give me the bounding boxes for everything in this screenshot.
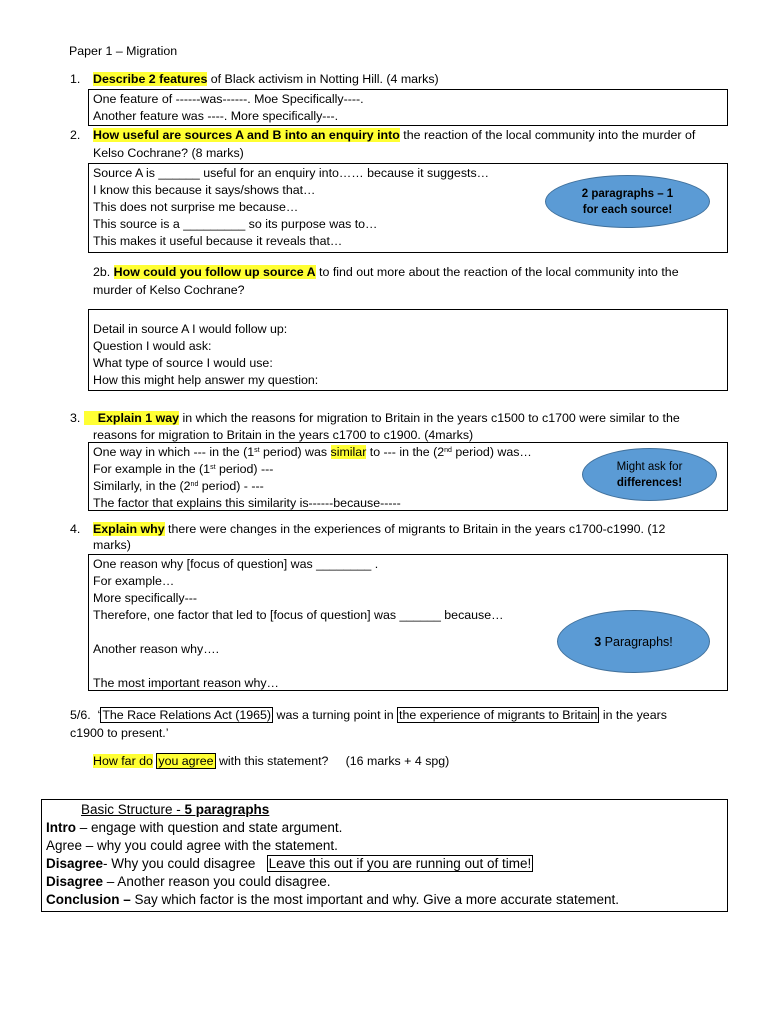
q4-line: For example… [93, 574, 175, 588]
q2b-line: What type of source I would use: [93, 356, 273, 370]
q2b-number: 2b. [93, 265, 114, 279]
q5-highlight-boxed: you agree [158, 754, 214, 768]
q3-sup: st [210, 464, 216, 471]
q1-line: Another feature was ----. More specifically---. [93, 109, 339, 123]
q4-line: Therefore, one factor that led to [focus of question] was ______ because… [93, 608, 504, 622]
q2b-prompt [93, 264, 679, 281]
structure-label: Disagree [46, 874, 104, 889]
q4-command: Explain why [93, 522, 165, 536]
q4-line: One reason why [focus of question] was ________ . [93, 557, 379, 571]
q5-question [93, 753, 449, 770]
q1-prompt-text: of Black activism in Notting Hill. (4 marks) [207, 72, 439, 86]
structure-text: – engage with question and state argument. [76, 820, 343, 835]
q2b-prompt-line2: murder of Kelso Cochrane? [93, 283, 245, 297]
q5-boxed-phrase: the experience of migrants to Britain [399, 708, 598, 722]
structure-text: Say which factor is the most important and why. Give a more accurate statement. [130, 892, 619, 907]
q2b-command: How could you follow up source A [113, 265, 316, 279]
q3-tip-line: differences! [616, 476, 683, 489]
q5-number: 5/6. ‘ [70, 708, 101, 722]
q2-prompt-line2: Kelso Cochrane? (8 marks) [93, 146, 244, 160]
q4-number: 4. [70, 522, 81, 536]
q2b-answer-box [88, 309, 728, 391]
q5-text: in the years [599, 708, 667, 722]
structure-heading-bold: 5 paragraphs [184, 802, 270, 817]
structure-text: – Another reason you could disagree. [103, 874, 331, 889]
q2b-line: Detail in source A I would follow up: [93, 322, 288, 336]
q3-text: period) was [259, 445, 331, 459]
q1-answer-box [88, 89, 728, 126]
q1-command: Describe 2 features [93, 72, 208, 86]
q2-tip-line: for each source! [582, 203, 673, 216]
q4-tip-text: Paragraphs! [601, 634, 673, 649]
q5-boxed-phrase: The Race Relations Act (1965) [102, 708, 272, 722]
structure-disagree-1 [46, 855, 723, 873]
q4-tip-number: 3 [594, 634, 602, 649]
q2b-line: How this might help answer my question: [93, 373, 319, 387]
q3-text: One way in which --- in the (1 [93, 445, 255, 459]
q2-prompt-text: the reaction of the local community into the murder of [399, 128, 696, 142]
q3-text: For example in the (1 [93, 462, 211, 476]
q5-prompt-line2: c1900 to present.’ [70, 726, 169, 740]
structure-agree: Agree – why you could agree with the statement. [46, 838, 338, 853]
q3-text: to --- in the (2 [366, 445, 445, 459]
q2-tip-bubble [545, 175, 710, 228]
q3-line: The factor that explains this similarity is------because----- [93, 496, 401, 510]
q2-prompt [93, 127, 695, 144]
structure-box [41, 799, 728, 912]
structure-text: - Why you could disagree [103, 856, 267, 871]
q3-sup: nd [190, 481, 199, 488]
q2-line: I know this because it says/shows that… [93, 183, 316, 197]
structure-intro [46, 819, 723, 837]
q3-number: 3. [70, 411, 81, 425]
q3-text: period) was… [451, 445, 532, 459]
q5-text: with this statement? (16 marks + 4 spg) [215, 754, 450, 768]
structure-heading [46, 801, 723, 819]
structure-label: Disagree [46, 856, 104, 871]
q2-line: Source A is ______ useful for an enquiry into…… because it suggests… [93, 166, 490, 180]
q4-tip-bubble [557, 610, 710, 673]
page-title: Paper 1 – Migration [69, 44, 178, 58]
q2-line: This does not surprise me because… [93, 200, 299, 214]
q3-command: Explain 1 way [84, 411, 180, 425]
q2-number: 2. [70, 128, 81, 142]
q2-line: This makes it useful because it reveals that… [93, 234, 343, 248]
q2-command: How useful are sources A and B into an enquiry into [93, 128, 400, 142]
structure-heading-text: Basic Structure - [81, 802, 185, 817]
q3-prompt [84, 410, 680, 427]
q3-highlight: similar [330, 445, 367, 459]
q1-line: One feature of ------was------. Moe Specifically----. [93, 92, 364, 106]
q3-text: Similarly, in the (2 [93, 479, 191, 493]
q3-tip-bubble [582, 448, 717, 501]
structure-label: Conclusion – [46, 892, 131, 907]
q3-sup: nd [444, 447, 452, 454]
q3-tip-line: Might ask for [616, 460, 683, 473]
q4-line: The most important reason why… [93, 676, 279, 690]
q2-line: This source is a _________ so its purpose was to… [93, 217, 378, 231]
q3-sup: st [254, 447, 260, 454]
structure-disagree-2 [46, 873, 723, 891]
q2-tip-line: 2 paragraphs – 1 [581, 187, 674, 200]
q3-prompt-text: in which the reasons for migration to Britain in the years c1500 to c1700 were similar to the [179, 411, 680, 425]
q4-line: More specifically--- [93, 591, 197, 605]
q4-prompt-text: there were changes in the experiences of migrants to Britain in the years c1700-c1990. (12 [164, 522, 666, 536]
q4-line: Another reason why…. [93, 642, 220, 656]
q3-text: period) - --- [198, 479, 264, 493]
q3-text: period) --- [215, 462, 274, 476]
q4-prompt-line2: marks) [93, 538, 131, 552]
q1-number: 1. [70, 72, 81, 86]
structure-label: Intro [46, 820, 76, 835]
q5-highlight: How far do [93, 754, 153, 768]
q2b-line: Question I would ask: [93, 339, 212, 353]
q5-text: was a turning point in [273, 708, 398, 722]
structure-boxed-note: Leave this out if you are running out of time! [268, 856, 532, 871]
q2b-prompt-text: to find out more about the reaction of the local community into the [315, 265, 679, 279]
q5-prompt [70, 707, 667, 724]
q4-prompt [93, 521, 665, 538]
q3-prompt-line2: reasons for migration to Britain in the years c1700 to c1900. (4marks) [93, 428, 474, 442]
q1-prompt [93, 71, 439, 88]
structure-conclusion [46, 891, 723, 909]
